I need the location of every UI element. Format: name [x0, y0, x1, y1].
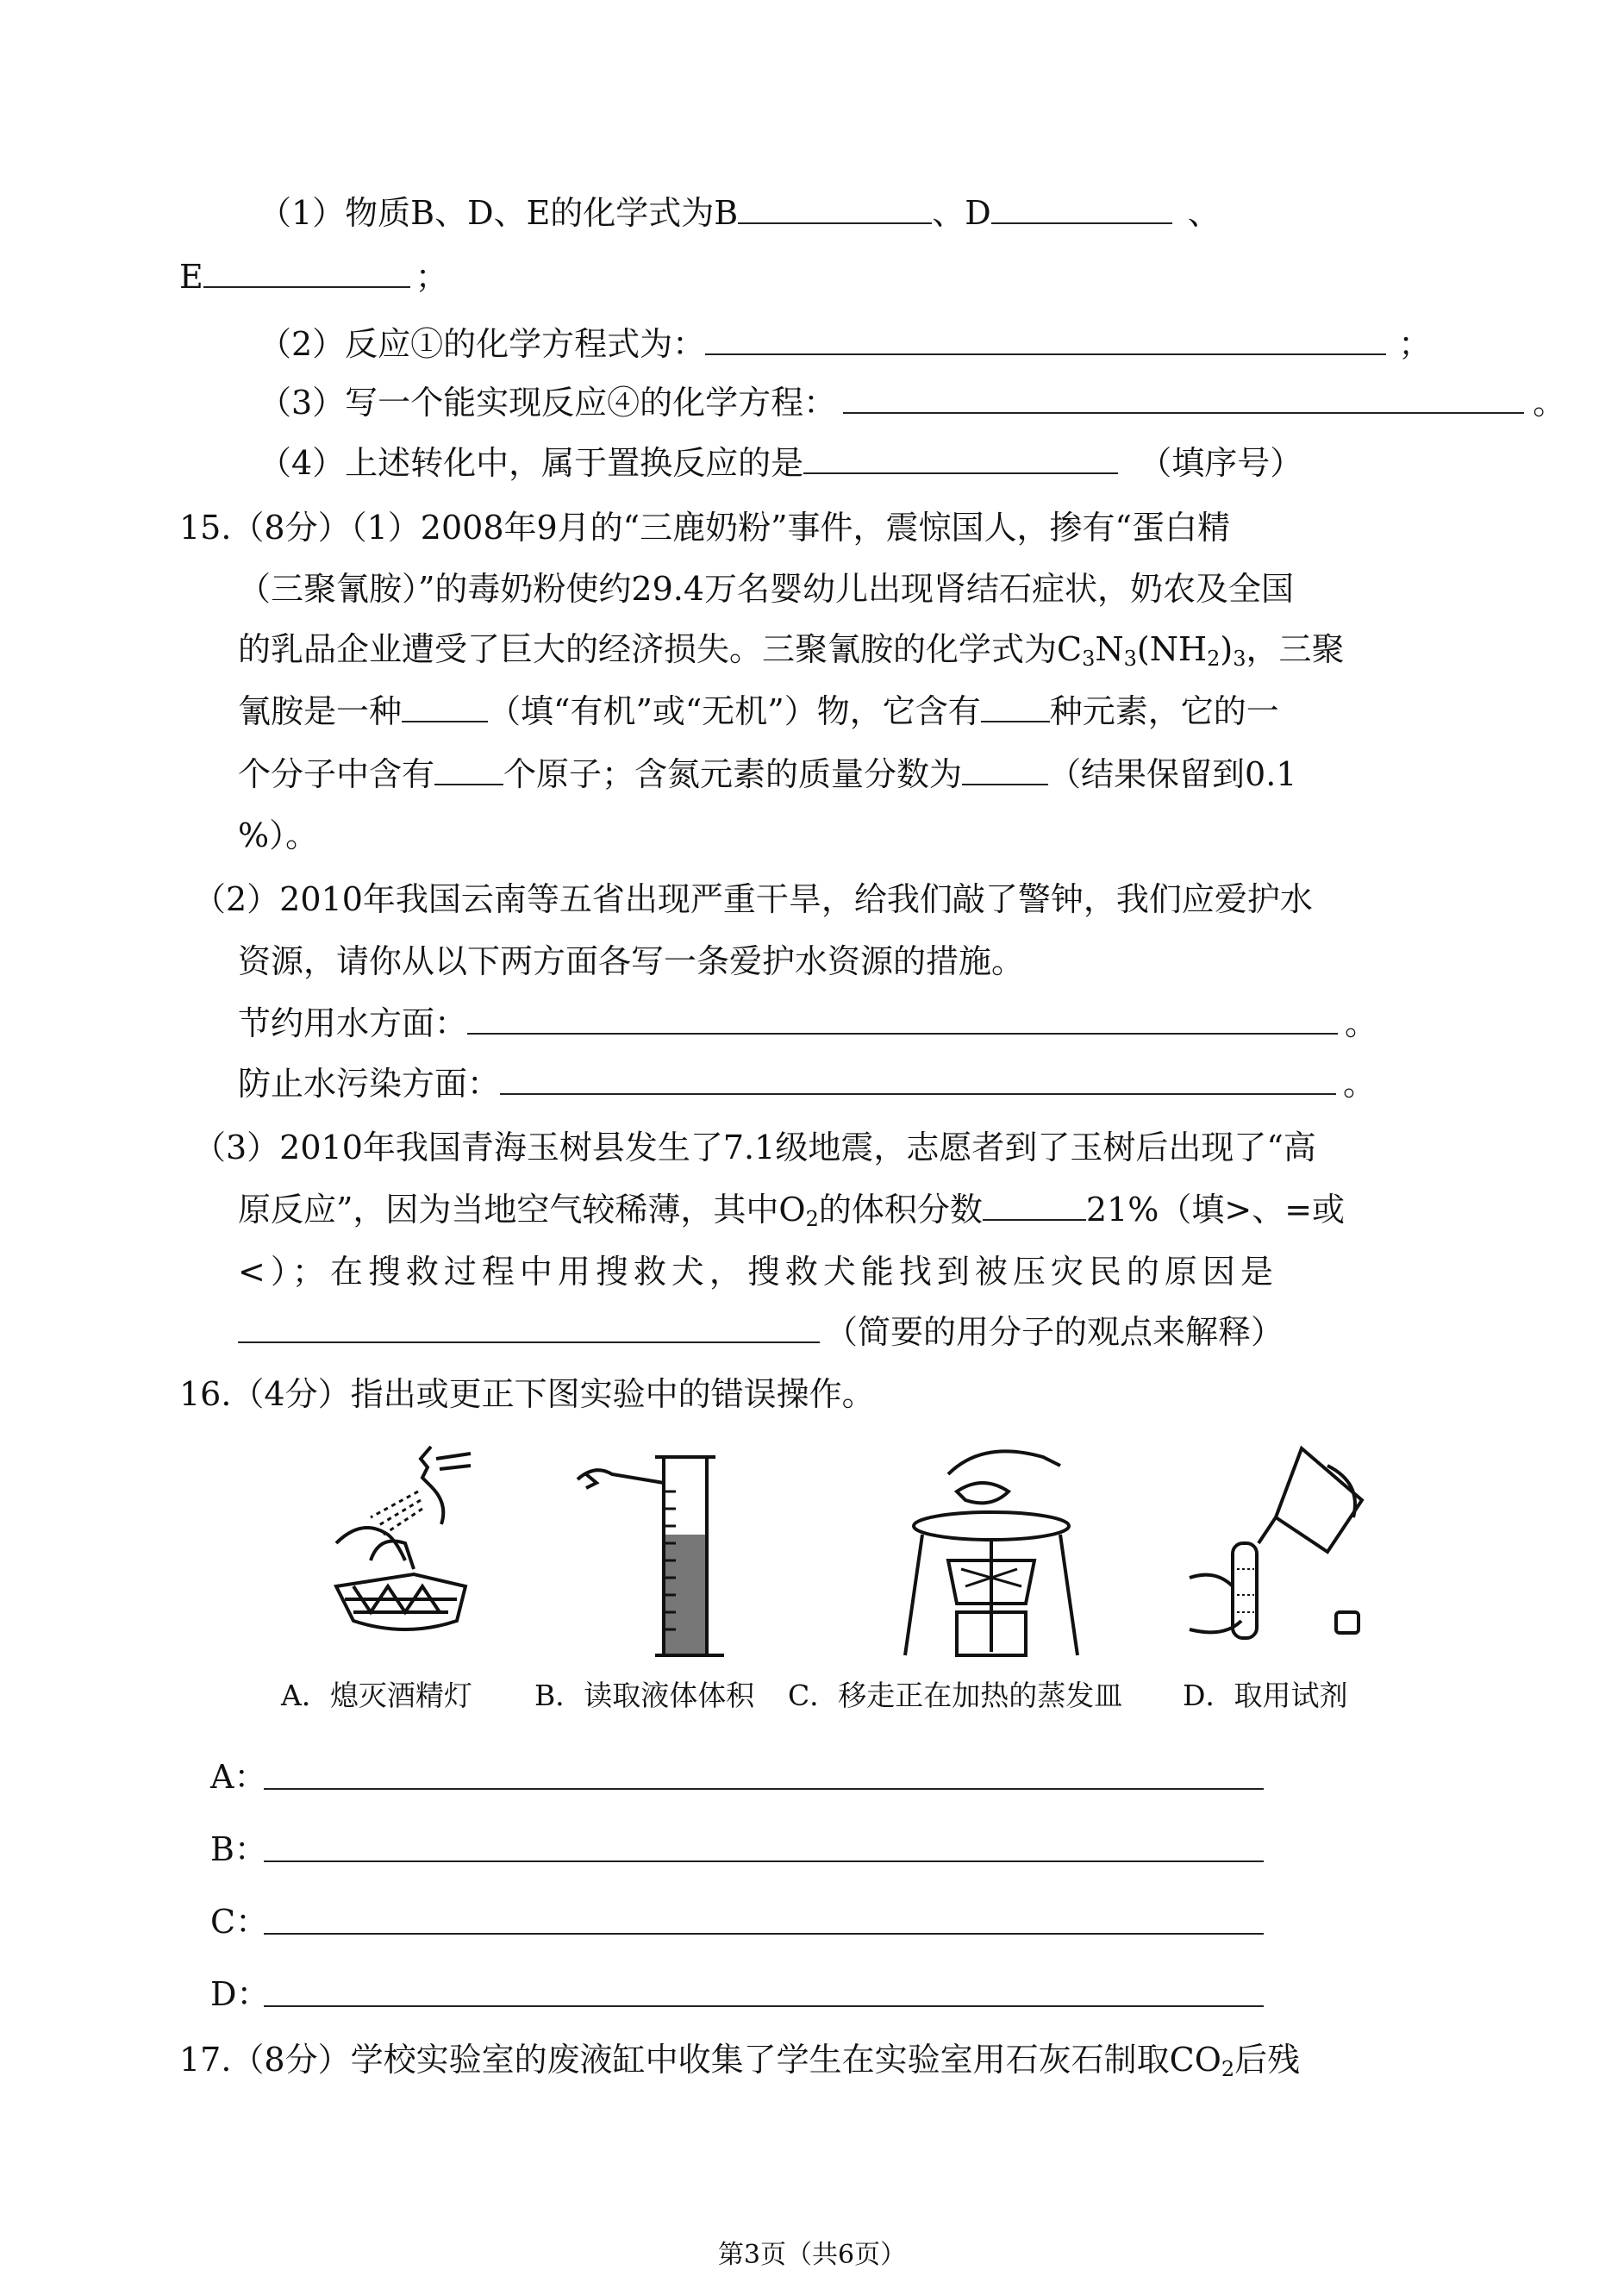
q15-part3-line2: [238, 1188, 1345, 1241]
answer-a-line: [210, 1755, 266, 1798]
formula-part: ): [1220, 630, 1234, 668]
q14-part1-line: [259, 191, 1221, 235]
figure-c-evaporating-dish: [896, 1440, 1103, 1664]
q14-part1-e-label: E: [179, 258, 203, 296]
q15-line3: [238, 628, 1345, 680]
answer-c-line: [210, 1900, 268, 1943]
formula-sub: 2: [1221, 2057, 1235, 2081]
q15-line5-end: （结果保留到0.1: [1048, 755, 1297, 793]
q15-part3-line1: （3）2010年我国青海玉树县发生了7.1级地震，志愿者到了玉树后出现了“高: [193, 1129, 1316, 1166]
q14-part2-prefix: （2）反应①的化学方程式为：: [259, 325, 706, 363]
q15-line1: 15.（8分）（1）2008年9月的“三鹿奶粉”事件，震惊国人，掺有“蛋白精: [179, 509, 1230, 547]
page-footer: 第3页（共6页）: [717, 2240, 907, 2270]
q15-save-water-end: 。: [1345, 1004, 1378, 1042]
q15-blank-elements[interactable]: [981, 691, 1050, 722]
q15-save-water-line: [238, 1002, 1377, 1045]
alcohol-lamp-blowing-icon: [319, 1440, 526, 1664]
q15-part3-line3: <）；在搜救过程中用搜救犬，搜救犬能找到被压灾民的原因是: [238, 1253, 1278, 1291]
q14-part2-line: [259, 322, 1431, 366]
q14-part4-line: [259, 441, 1302, 485]
formula-sub: 3: [1123, 647, 1137, 671]
q14-blank-e[interactable]: [203, 257, 410, 288]
answer-d-line: [210, 1973, 269, 2016]
q15-part3-line2-text: 原反应”，因为当地空气较稀薄，其中O: [238, 1191, 806, 1229]
q14-part1-sep: 、: [1187, 194, 1221, 232]
q14-part2-end: ；: [1398, 325, 1432, 363]
q15-line4: [238, 690, 1279, 733]
answer-a-blank[interactable]: [264, 1760, 1264, 1790]
q14-part4-prefix: （4）上述转化中，属于置换反应的是: [259, 444, 804, 482]
q14-part3-line: [259, 381, 1565, 424]
q14-blank-d[interactable]: [991, 193, 1172, 224]
answer-b-label: B：: [210, 1830, 267, 1868]
q15-line2: （三聚氰胺）”的毒奶粉使约29.4万名婴幼儿出现肾结石症状，奶农及全国: [238, 570, 1295, 608]
q15-line5: [238, 753, 1296, 796]
q15-blank-prevent-pollution[interactable]: [500, 1064, 1336, 1095]
q15-line5-mid: 个原子；含氮元素的质量分数为: [503, 755, 963, 793]
q15-blank-organic[interactable]: [402, 691, 488, 722]
q15-line3-end: ，三聚: [1246, 630, 1345, 668]
q15-part3-line2-mid: 的体积分数: [818, 1191, 983, 1229]
measuring-cylinder-icon: [569, 1440, 776, 1664]
q15-prevent-pollution-line: [238, 1062, 1376, 1105]
formula-sub: 3: [1082, 647, 1096, 671]
q15-part3-line4: [238, 1310, 1284, 1354]
q15-line5-text: 个分子中含有: [238, 755, 435, 793]
q15-part3-line2-end: 21%（填>、=或: [1085, 1191, 1346, 1229]
formula-sub: 2: [1207, 647, 1221, 671]
answer-a-label: A：: [210, 1758, 267, 1796]
q14-part1-end: ；: [415, 258, 448, 296]
q15-line4-end: 种元素，它的一: [1049, 692, 1279, 730]
figure-a-extinguish-lamp: [319, 1440, 526, 1664]
reagent-bottle-pouring-icon: [1172, 1440, 1396, 1664]
answer-d-blank[interactable]: [264, 1978, 1264, 2007]
figure-b-read-volume: [569, 1440, 776, 1664]
formula-part: N: [1095, 630, 1124, 668]
q15-blank-mass-fraction[interactable]: [962, 754, 1048, 785]
caption-d: D．取用试剂: [1183, 1679, 1348, 1712]
caption-b: B．读取液体体积: [534, 1679, 755, 1712]
answer-c-label: C：: [210, 1903, 269, 1941]
answer-b-blank[interactable]: [264, 1833, 1264, 1862]
q15-part3-line4-end: （简要的用分子的观点来解释）: [825, 1313, 1284, 1351]
q15-part2-line1: （2）2010年我国云南等五省出现严重干旱，给我们敲了警钟，我们应爱护水: [193, 880, 1313, 918]
q14-blank-eq1[interactable]: [705, 324, 1386, 355]
q16-title: 16.（4分）指出或更正下图实验中的错误操作。: [179, 1375, 875, 1413]
q15-prevent-pollution-label: 防止水污染方面：: [238, 1065, 501, 1103]
q14-blank-eq4[interactable]: [843, 383, 1524, 414]
q17-line1-text: 17.（8分）学校实验室的废液缸中收集了学生在实验室用石灰石制取CO: [179, 2041, 1221, 2079]
caption-c: C．移走正在加热的蒸发皿: [788, 1679, 1123, 1712]
q14-blank-b[interactable]: [738, 193, 932, 224]
evaporating-dish-icon: [896, 1440, 1103, 1664]
q15-blank-save-water[interactable]: [467, 1004, 1338, 1035]
answer-c-blank[interactable]: [264, 1905, 1264, 1935]
answer-b-line: [210, 1828, 267, 1871]
q15-line6: %）。: [238, 816, 319, 854]
q15-line3-text: 的乳品企业遭受了巨大的经济损失。三聚氰胺的化学式为C: [238, 630, 1083, 668]
q14-part3-prefix: （3）写一个能实现反应④的化学方程：: [259, 384, 837, 422]
q15-line4-mid: （填“有机”或“无机”）物，它含有: [488, 692, 981, 730]
q15-save-water-label: 节约用水方面：: [238, 1004, 468, 1042]
formula-part: (NH: [1136, 630, 1208, 668]
q14-part1-sep-d: 、D: [932, 194, 991, 232]
q15-blank-oxygen[interactable]: [983, 1190, 1086, 1221]
q15-part2-line2: 资源，请你从以下两方面各写一条爱护水资源的措施。: [238, 942, 1025, 980]
formula-sub: 2: [805, 1207, 819, 1231]
q15-line4-text: 氰胺是一种: [238, 692, 403, 730]
figure-d-take-reagent: [1172, 1440, 1396, 1664]
q14-part4-end: （填序号）: [1139, 444, 1303, 482]
formula-sub: 3: [1233, 647, 1246, 671]
q17-line1-end: 后残: [1234, 2041, 1301, 2079]
q14-part1-line2: [179, 255, 448, 298]
q17-line1: [179, 2038, 1300, 2091]
q15-blank-dog-reason[interactable]: [238, 1312, 820, 1343]
q14-blank-displacement[interactable]: [803, 443, 1118, 474]
q14-part3-end: 。: [1533, 384, 1566, 422]
caption-a: A．熄灭酒精灯: [281, 1679, 472, 1712]
answer-d-label: D：: [210, 1975, 270, 2013]
q15-prevent-pollution-end: 。: [1343, 1065, 1377, 1103]
q14-part1-prefix: （1）物质B、D、E的化学式为B: [259, 194, 739, 232]
q15-blank-atoms[interactable]: [434, 754, 503, 785]
